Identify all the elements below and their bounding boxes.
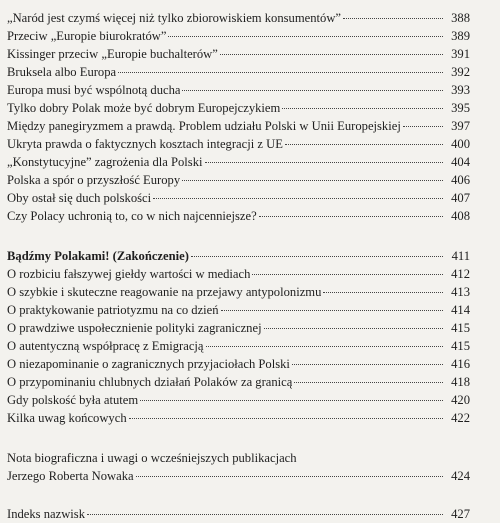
leader-dots xyxy=(285,144,443,145)
toc-entry-page: 407 xyxy=(451,191,470,205)
leader-dots xyxy=(294,382,443,383)
toc-entry-page: 420 xyxy=(451,393,470,407)
toc-entry-page: 406 xyxy=(451,173,470,187)
leader-dots xyxy=(182,180,443,181)
toc-entry-page: 404 xyxy=(451,155,470,169)
toc-entry-page: 415 xyxy=(451,321,470,335)
toc-note-title-line1: Nota biograficzna i uwagi o wcześniejszych publikacjach xyxy=(7,451,297,465)
toc-note-title-line2: Jerzego Roberta Nowaka xyxy=(7,469,134,483)
toc-index-page: 427 xyxy=(451,507,470,521)
toc-entry xyxy=(7,99,470,117)
toc-entry-title: O autentyczną współpracę z Emigracją xyxy=(7,339,204,353)
leader-dots xyxy=(182,90,443,91)
leader-dots xyxy=(282,108,443,109)
toc-entry-page: 388 xyxy=(451,11,470,25)
toc-entry-page: 395 xyxy=(451,101,470,115)
leader-dots xyxy=(87,514,443,515)
toc-entry xyxy=(7,189,470,207)
toc-entry-title: Polska a spór o przyszłość Europy xyxy=(7,173,181,187)
section-spacer xyxy=(7,225,470,247)
toc-entry-title: Przeciw „Europie biurokratów” xyxy=(7,29,167,43)
toc-entry-page: 397 xyxy=(451,119,470,133)
toc-entry xyxy=(7,63,470,81)
toc-index-title: Indeks nazwisk xyxy=(7,507,85,521)
toc-entry-title: Ukryta prawda o faktycznych kosztach integracji z UE xyxy=(7,137,283,151)
leader-dots xyxy=(205,162,444,163)
toc-entry-title: Czy Polacy uchronią to, co w nich najcenniejsze? xyxy=(7,209,257,223)
toc-note-line xyxy=(7,449,470,467)
leader-dots xyxy=(259,216,443,217)
toc-entry-title: Tylko dobry Polak może być dobrym Europejczykiem xyxy=(7,101,281,115)
toc-entry xyxy=(7,391,470,409)
toc-entry-page: 392 xyxy=(451,65,470,79)
toc-entry-title: Kilka uwag końcowych xyxy=(7,411,127,425)
toc-entry-page: 393 xyxy=(451,83,470,97)
toc-entry xyxy=(7,9,470,27)
toc-entry xyxy=(7,373,470,391)
toc-entry xyxy=(7,265,470,283)
toc-entry-title: Kissinger przeciw „Europie buchalterów” xyxy=(7,47,218,61)
toc-entry-page: 414 xyxy=(451,303,470,317)
toc-note-entry xyxy=(7,467,470,485)
toc-entry xyxy=(7,45,470,63)
toc-entry-page: 413 xyxy=(451,285,470,299)
toc-entry-page: 418 xyxy=(451,375,470,389)
leader-dots xyxy=(191,256,443,257)
toc-entry xyxy=(7,171,470,189)
section-spacer xyxy=(7,485,470,505)
toc-entry-title: O przypominaniu chlubnych działań Polaków za granicą xyxy=(7,375,293,389)
toc-entry-page: 422 xyxy=(451,411,470,425)
toc-entry xyxy=(7,409,470,427)
leader-dots xyxy=(264,328,443,329)
toc-entry xyxy=(7,319,470,337)
leader-dots xyxy=(136,476,443,477)
toc-entry xyxy=(7,301,470,319)
toc-entry-title: O szybkie i skuteczne reagowanie na przejawy antypolonizmu xyxy=(7,285,322,299)
toc-entry-page: 412 xyxy=(451,267,470,281)
toc-entry-page: 408 xyxy=(451,209,470,223)
toc-entry xyxy=(7,135,470,153)
toc-index-entry xyxy=(7,505,470,523)
toc-section-note xyxy=(7,449,470,485)
toc-section-2 xyxy=(7,247,470,427)
toc-entry xyxy=(7,81,470,99)
leader-dots xyxy=(168,36,443,37)
toc-entry-title: Oby ostał się duch polskości xyxy=(7,191,152,205)
leader-dots xyxy=(252,274,443,275)
toc-entry-title: O prawdziwe uspołecznienie polityki zagranicznej xyxy=(7,321,262,335)
toc-entry-title: Gdy polskość była atutem xyxy=(7,393,139,407)
toc-entry-title: O niezapominanie o zagranicznych przyjaciołach Polski xyxy=(7,357,290,371)
toc-entry xyxy=(7,355,470,373)
toc-entry-page: 415 xyxy=(451,339,470,353)
toc-entry-title: „Konstytucyjne” zagrożenia dla Polski xyxy=(7,155,203,169)
leader-dots xyxy=(323,292,443,293)
section-spacer xyxy=(7,427,470,449)
toc-entry-title: „Naród jest czymś więcej niż tylko zbiorowiskiem konsumentów” xyxy=(7,11,341,25)
toc-entry-title: Europa musi być wspólnotą ducha xyxy=(7,83,181,97)
toc-entry-title: Między panegiryzmem a prawdą. Problem udziału Polski w Unii Europejskiej xyxy=(7,119,401,133)
toc-entry-page: 400 xyxy=(451,137,470,151)
toc-entry xyxy=(7,153,470,171)
toc-entry xyxy=(7,283,470,301)
toc-entry-page: 389 xyxy=(451,29,470,43)
toc-entry xyxy=(7,207,470,225)
toc-section-index xyxy=(7,505,470,523)
leader-dots xyxy=(140,400,443,401)
toc-entry-page: 391 xyxy=(451,47,470,61)
leader-dots xyxy=(292,364,443,365)
leader-dots xyxy=(343,18,443,19)
leader-dots xyxy=(220,54,443,55)
toc-entry-title: Bruksela albo Europa xyxy=(7,65,117,79)
toc-chapter-heading xyxy=(7,247,470,265)
toc-entry-title: O praktykowanie patriotyzmu na co dzień xyxy=(7,303,219,317)
toc-chapter-title: Bądźmy Polakami! (Zakończenie) xyxy=(7,249,189,263)
toc-entry-title: O rozbiciu fałszywej giełdy wartości w mediach xyxy=(7,267,251,281)
leader-dots xyxy=(153,198,443,199)
toc-note-page: 424 xyxy=(451,469,470,483)
toc-entry-page: 416 xyxy=(451,357,470,371)
leader-dots xyxy=(403,126,443,127)
toc-entry xyxy=(7,117,470,135)
toc-section-1 xyxy=(7,9,470,225)
toc-chapter-page: 411 xyxy=(451,249,470,263)
leader-dots xyxy=(206,346,443,347)
leader-dots xyxy=(221,310,443,311)
leader-dots xyxy=(129,418,443,419)
leader-dots xyxy=(118,72,443,73)
toc-entry xyxy=(7,27,470,45)
toc-entry xyxy=(7,337,470,355)
